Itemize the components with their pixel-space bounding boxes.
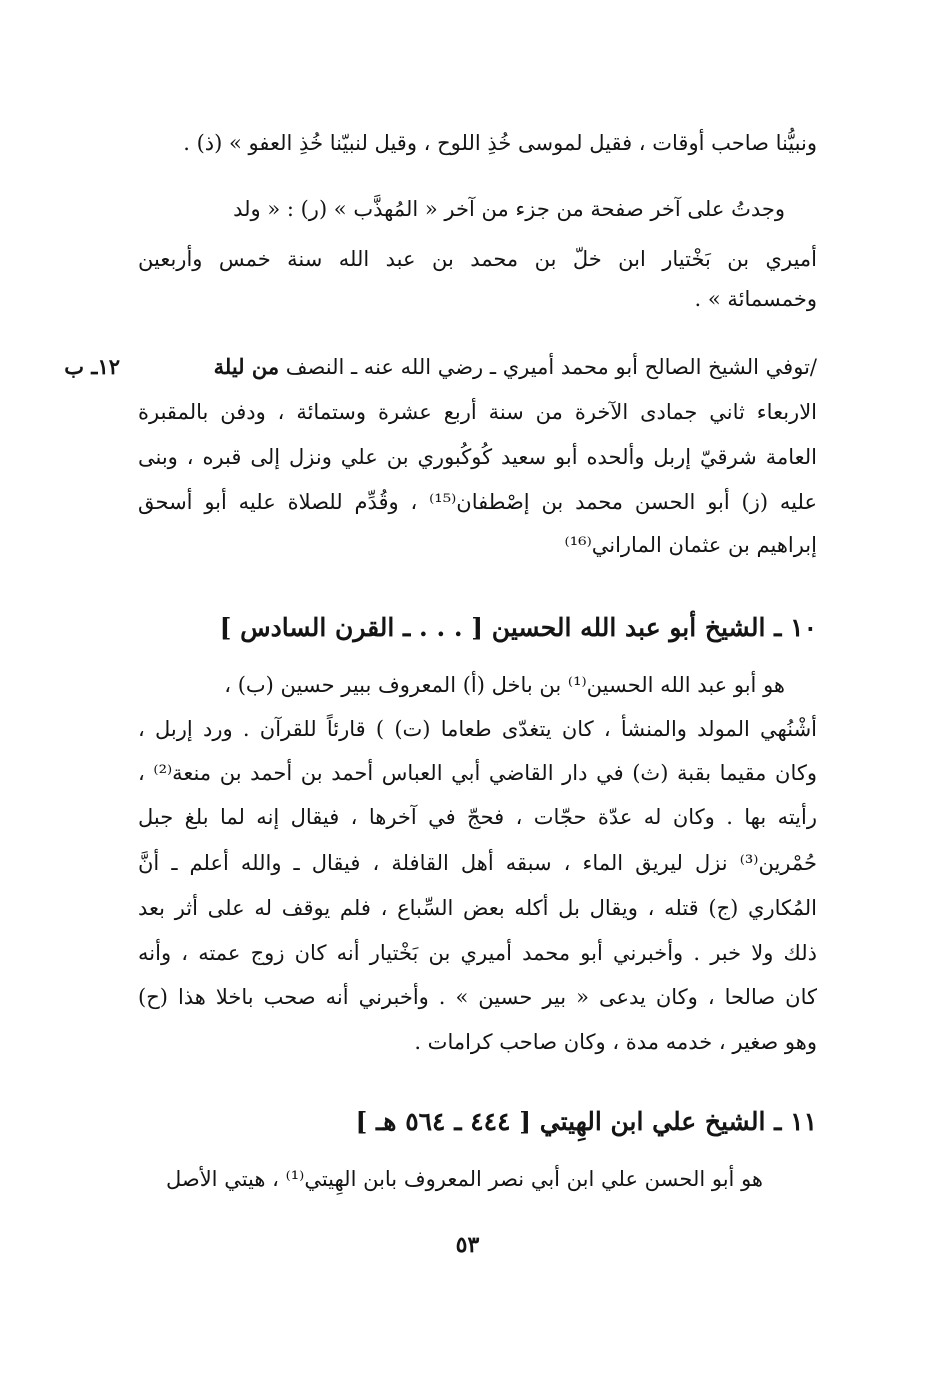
text-line: حُمْرين⁽³⁾ نزل ليريق الماء ، سبقه أهل القافلة ، فيقال ـ والله أعلم ـ أنَّ: [138, 851, 817, 875]
bold-phrase: من ليلة: [213, 354, 280, 379]
text-line: هو أبو الحسن علي ابن أبي نصر المعروف بابن الهِيتي⁽¹⁾ ، هيتي الأصل: [165, 1167, 763, 1191]
text-line: وهو صغير ، خدمه مدة ، وكان صاحب كرامات .: [414, 1030, 817, 1054]
text-line: وخمسمائة » .: [694, 287, 817, 311]
text-line: أميري بن بَخْتيار ابن خلّ بن محمد بن عبد الله سنة خمس وأربعين: [138, 247, 817, 271]
text-line: وكان مقيما بقبة (ث) في دار القاضي أبي العباس أحمد بن أحمد بن منعة⁽²⁾ ،: [138, 761, 817, 785]
text-line: ذلك ولا خبر . وأخبرني أبو محمد أميري بن بَخْتيار أنه كان زوج عمته ، وأنه: [138, 941, 817, 965]
text-line: العامة شرقيّ إربل وألحده أبو سعيد كُوكُبوري بن علي ونزل إلى قبره ، وبنى: [138, 445, 817, 469]
text-line: الاربعاء ثاني جمادى الآخرة من سنة أربع عشرة وستمائة ، ودفن بالمقبرة: [138, 400, 817, 424]
text-line: إبراهيم بن عثمان الماراني⁽¹⁶⁾: [564, 533, 817, 557]
text-line: عليه (ز) أبو الحسن محمد بن إصْطفان⁽¹⁵⁾ ، وقُدِّم للصلاة عليه أبو أسحق: [138, 490, 817, 514]
section-heading: ١٠ ـ الشيخ أبو عبد الله الحسين [ . . . ـ القرن السادس ]: [219, 613, 817, 642]
text-line: رأيته بها . وكان له عدّة حجّات ، فحجّ في آخرها ، فيقال إنه لما بلغ جبل: [138, 805, 817, 829]
text-line: كان صالحا ، وكان يدعى « بير حسين » . وأخبرني أنه صحب باخلا هذا (ح): [138, 985, 817, 1009]
text-segment: /توفي الشيخ الصالح أبو محمد أميري ـ رضي الله عنه ـ النصف: [279, 355, 817, 379]
page-number: ٥٣: [455, 1232, 480, 1258]
text-line: المُكاري (ج) قتله ، ويقال بل أكله بعض السِّباع ، فلم يوقف له على أثر بعد: [138, 896, 817, 920]
margin-folio-note: ١٢ـ ب: [64, 354, 120, 379]
text-line: [214, 350, 817, 384]
text-line: هو أبو عبد الله الحسين⁽¹⁾ بن باخل (أ) المعروف ببير حسين (ب) ،: [224, 673, 785, 697]
text-line: وجدتُ على آخر صفحة من جزء من آخر « المُهذَّب » (ر) : « ولد: [233, 197, 785, 221]
text-line: ونبيُّنا صاحب أوقات ، فقيل لموسى خُذِ اللوح ، وقيل لنبيّنا خُذِ العفو » (ذ) .: [183, 131, 817, 155]
text-line: أشْنُهي المولد والمنشأ ، كان يتغدّى طعاما (ت) ) قارئاً للقرآن . ورد إربل ،: [138, 717, 817, 741]
section-heading: ١١ ـ الشيخ علي ابن الهِيتي [ ٤٤٤ ـ ٥٦٤ هـ ]: [355, 1107, 817, 1136]
